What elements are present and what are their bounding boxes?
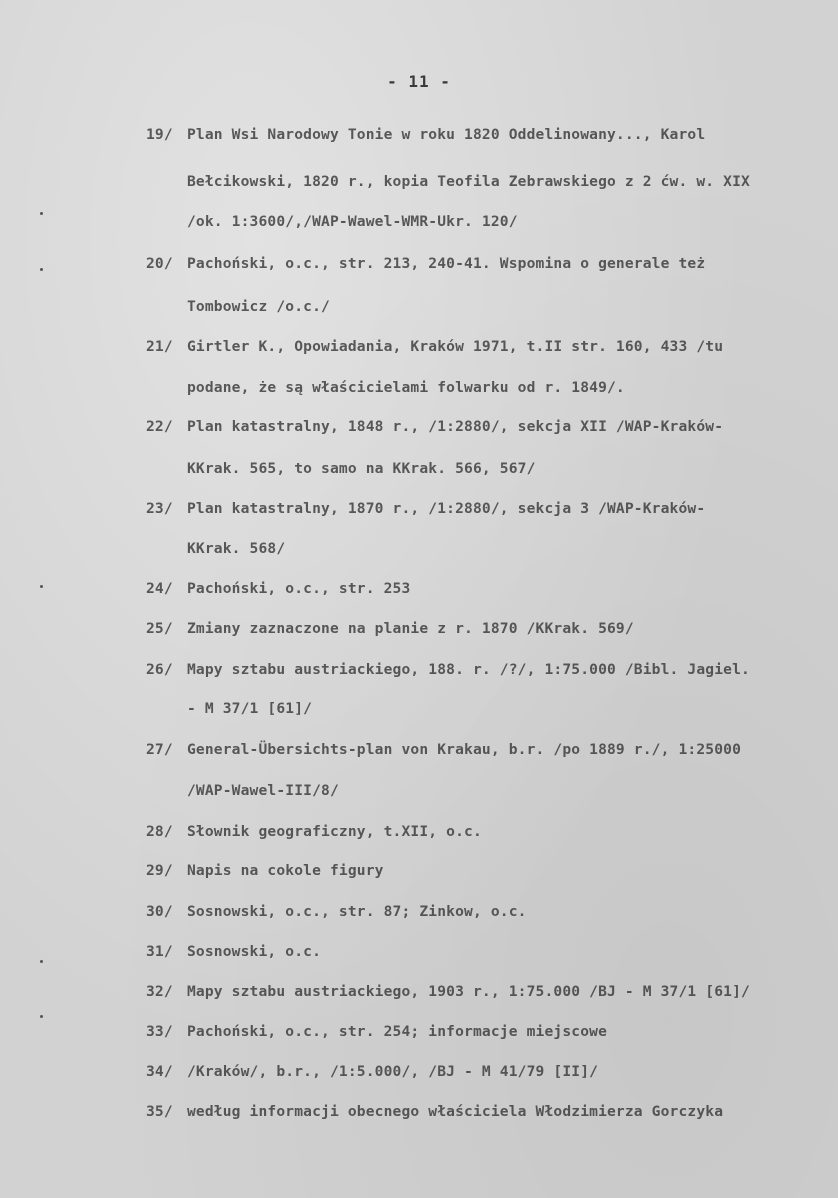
footnote-text: podane, że są właścicielami folwarku od r. 1849/. — [187, 379, 625, 396]
footnote-number: 31/ — [146, 943, 173, 960]
footnote-number: 22/ — [146, 418, 173, 435]
footnote-text: Mapy sztabu austriackiego, 188. r. /?/, 1:75.000 /Bibl. Jagiel. — [187, 661, 750, 678]
footnote-number: 27/ — [146, 741, 173, 758]
footnote-number: 29/ — [146, 862, 173, 879]
footnote-text: Girtler K., Opowiadania, Kraków 1971, t.II str. 160, 433 /tu — [187, 338, 724, 355]
footnote-text: /Kraków/, b.r., /1:5.000/, /BJ - M 41/79 [II]/ — [187, 1063, 599, 1080]
margin-speck — [40, 268, 43, 271]
footnote-text: Plan katastralny, 1870 r., /1:2880/, sekcja 3 /WAP-Kraków- — [187, 500, 706, 517]
footnote-number: 23/ — [146, 500, 173, 517]
footnote-number: 24/ — [146, 580, 173, 597]
footnote-number: 30/ — [146, 903, 173, 920]
footnote-number: 19/ — [146, 126, 173, 143]
footnote-text: Tombowicz /o.c./ — [187, 298, 330, 315]
margin-speck — [40, 960, 43, 963]
margin-speck — [40, 212, 43, 215]
footnote-text: KKrak. 565, to samo na KKrak. 566, 567/ — [187, 460, 536, 477]
footnote-text: Mapy sztabu austriackiego, 1903 r., 1:75.000 /BJ - M 37/1 [61]/ — [187, 983, 750, 1000]
footnote-text: Plan katastralny, 1848 r., /1:2880/, sekcja XII /WAP-Kraków- — [187, 418, 724, 435]
footnote-number: 35/ — [146, 1103, 173, 1120]
footnote-text: KKrak. 568/ — [187, 540, 286, 557]
footnote-number: 21/ — [146, 338, 173, 355]
footnote-text: Sosnowski, o.c., str. 87; Zinkow, o.c. — [187, 903, 527, 920]
margin-speck — [40, 585, 43, 588]
margin-speck — [40, 1015, 43, 1018]
footnote-text: /WAP-Wawel-III/8/ — [187, 782, 339, 799]
footnote-text: Zmiany zaznaczone na planie z r. 1870 /KKrak. 569/ — [187, 620, 634, 637]
footnote-text: Bełcikowski, 1820 r., kopia Teofila Zebrawskiego z 2 ćw. w. XIX — [187, 173, 750, 190]
footnote-text: Napis na cokole figury — [187, 862, 384, 879]
footnote-number: 32/ — [146, 983, 173, 1000]
footnote-text: General-Übersichts-plan von Krakau, b.r. /po 1889 r./, 1:25000 — [187, 741, 742, 758]
footnote-text: /ok. 1:3600/,/WAP-Wawel-WMR-Ukr. 120/ — [187, 213, 518, 230]
footnote-text: Plan Wsi Narodowy Tonie w roku 1820 Oddelinowany..., Karol — [187, 126, 706, 143]
footnote-number: 28/ — [146, 823, 173, 840]
footnote-number: 25/ — [146, 620, 173, 637]
page-number: - 11 - — [387, 72, 451, 91]
footnote-text: - M 37/1 [61]/ — [187, 700, 313, 717]
footnote-number: 20/ — [146, 255, 173, 272]
footnote-text: Słownik geograficzny, t.XII, o.c. — [187, 823, 482, 840]
footnote-text: Pachoński, o.c., str. 253 — [187, 580, 411, 597]
footnote-text: Sosnowski, o.c. — [187, 943, 322, 960]
footnote-number: 33/ — [146, 1023, 173, 1040]
footnote-number: 26/ — [146, 661, 173, 678]
footnote-text: Pachoński, o.c., str. 254; informacje miejscowe — [187, 1023, 608, 1040]
footnote-text: według informacji obecnego właściciela Włodzimierza Gorczyka — [187, 1103, 724, 1120]
footnote-text: Pachoński, o.c., str. 213, 240-41. Wspomina o generale też — [187, 255, 706, 272]
footnote-number: 34/ — [146, 1063, 173, 1080]
